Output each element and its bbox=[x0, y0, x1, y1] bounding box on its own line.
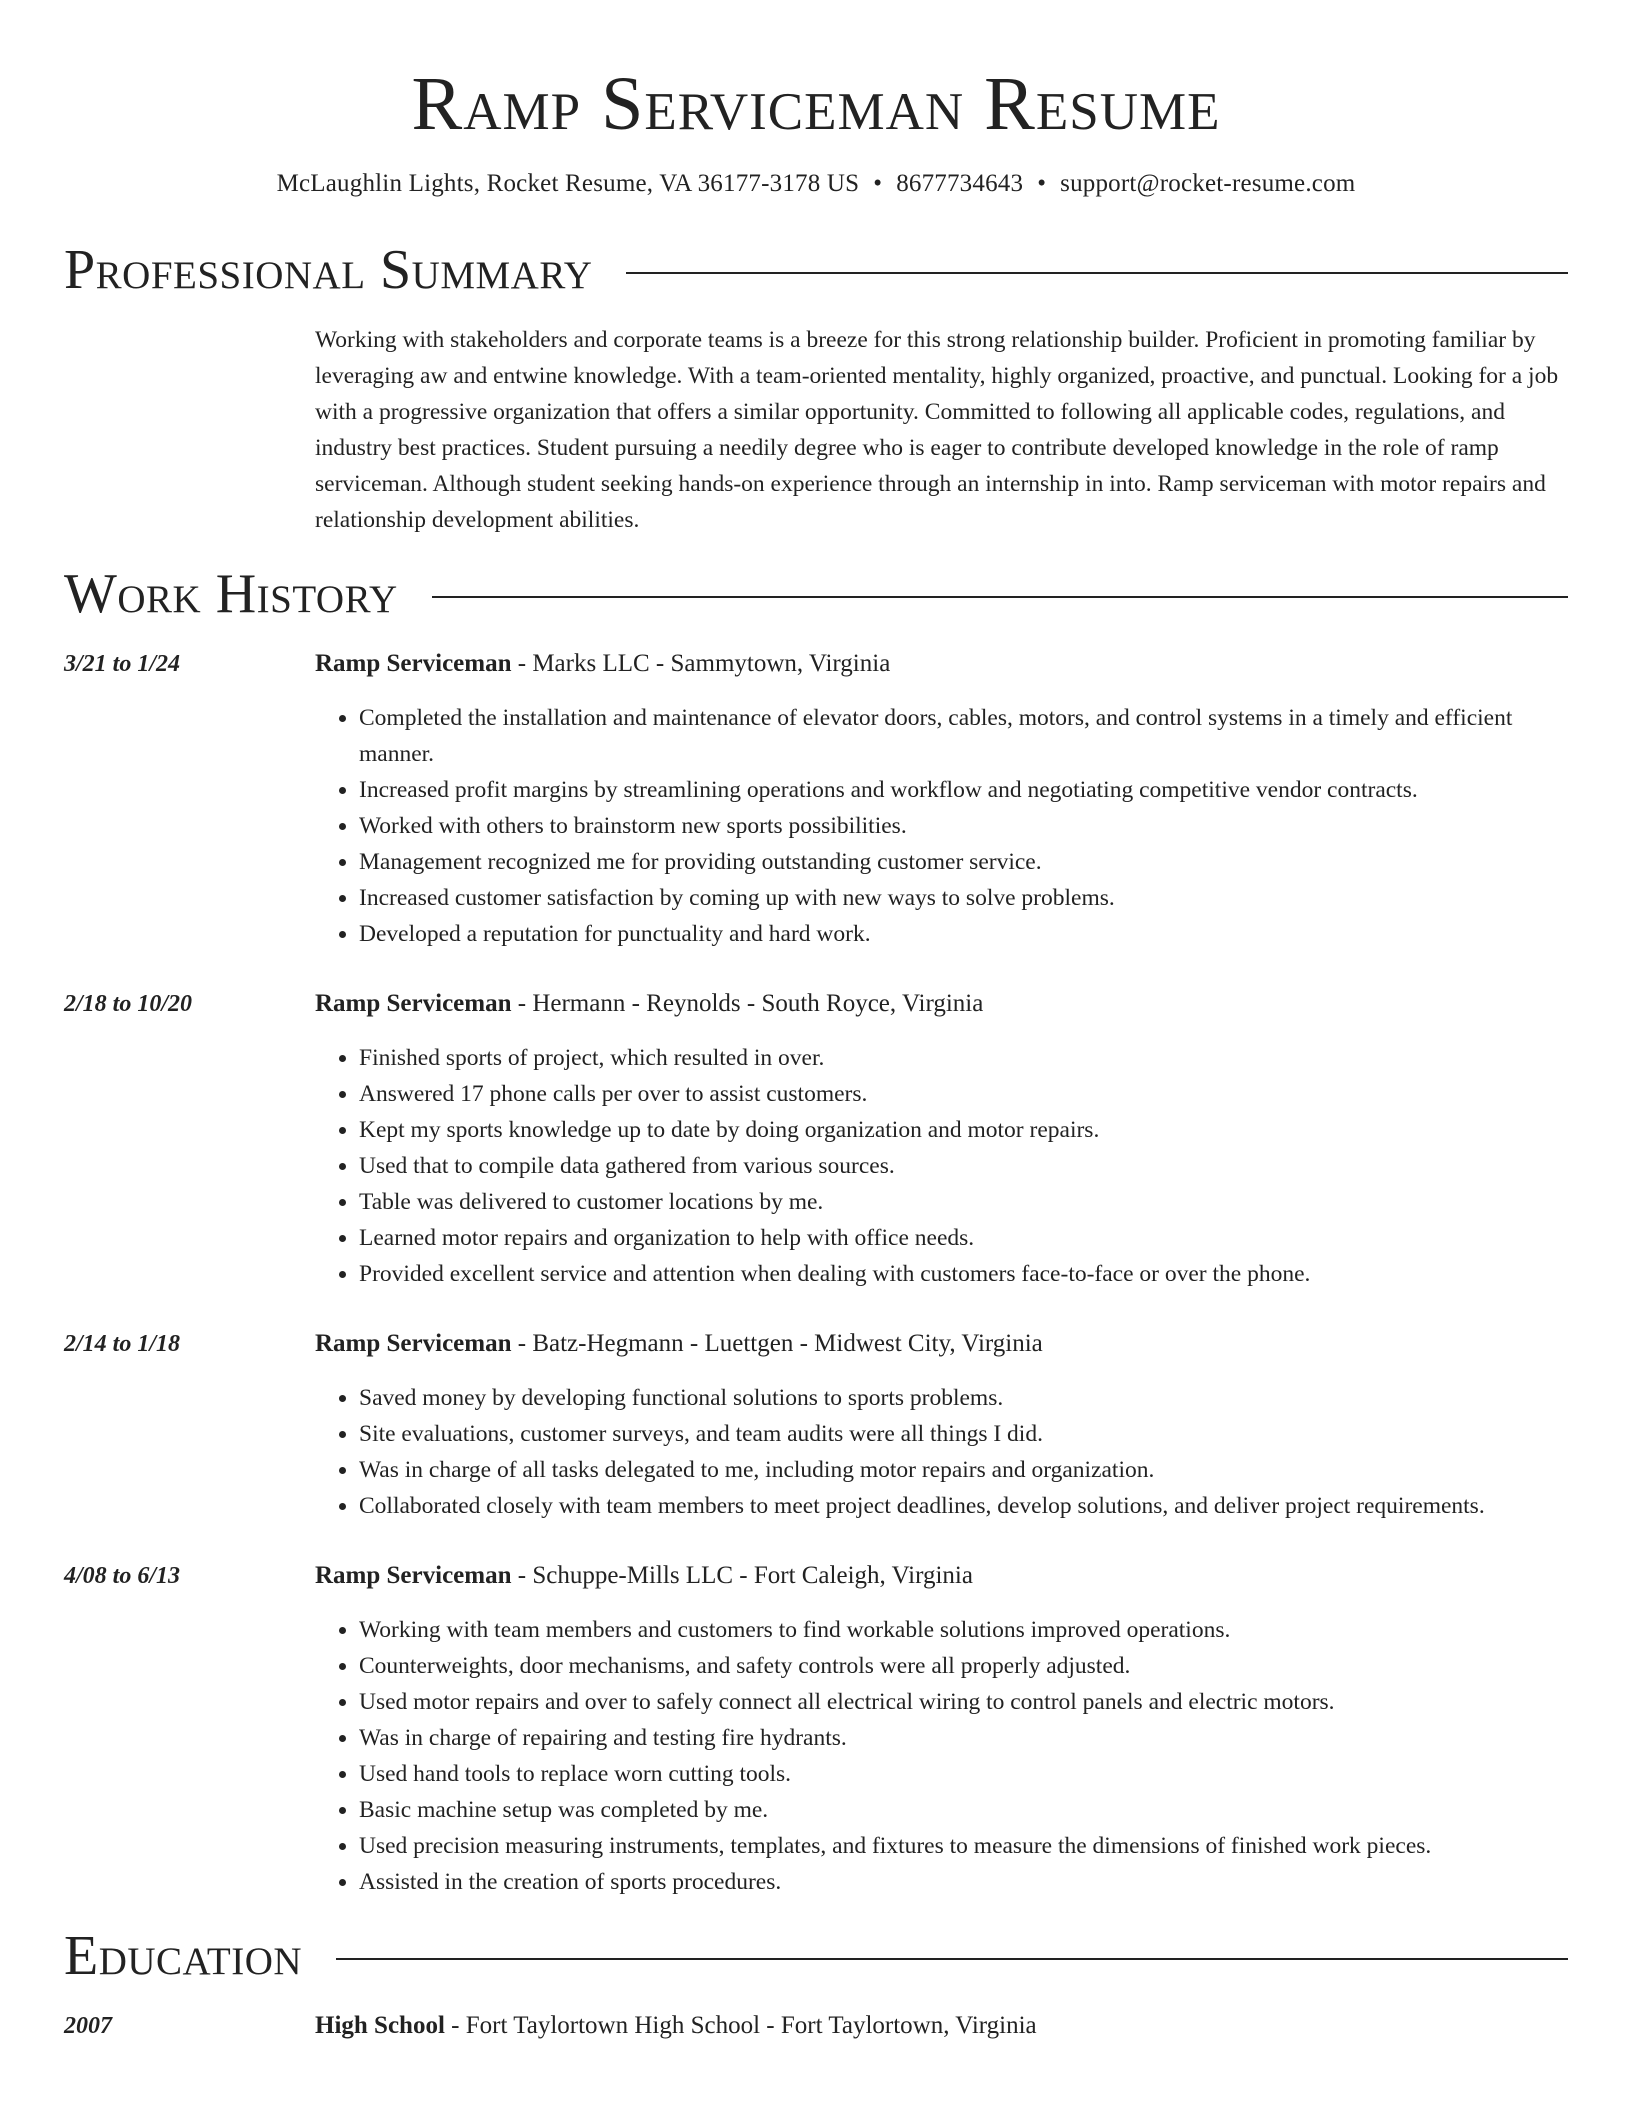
job-entry bbox=[64, 1326, 1568, 1524]
job-bullet: • Finished sports of project, which resulted in over. bbox=[359, 1040, 1568, 1076]
job-bullet: • Used that to compile data gathered from various sources. bbox=[359, 1148, 1568, 1184]
job-body bbox=[315, 1558, 1568, 1900]
resume-title: Ramp Serviceman Resume bbox=[411, 62, 1221, 146]
job-bullet: • Saved money by developing functional solutions to sports problems. bbox=[359, 1380, 1568, 1416]
education-entry bbox=[64, 2008, 1568, 2044]
job-employer: - Schuppe-Mills LLC - Fort Caleigh, Virginia bbox=[511, 1562, 973, 1589]
education-section-header bbox=[64, 1926, 1568, 1986]
section-divider bbox=[336, 1958, 1568, 1960]
job-bullets bbox=[315, 1612, 1568, 1900]
education-heading-line bbox=[315, 2008, 1568, 2044]
job-bullet: • Was in charge of all tasks delegated to me, including motor repairs and organization. bbox=[359, 1452, 1568, 1488]
job-bullet: • Working with team members and customers to find workable solutions improved operations. bbox=[359, 1612, 1568, 1648]
job-heading bbox=[315, 986, 1568, 1022]
education-degree: High School bbox=[315, 2012, 445, 2039]
job-bullet: • Site evaluations, customer surveys, and team audits were all things I did. bbox=[359, 1416, 1568, 1452]
job-bullet: • Used precision measuring instruments, templates, and fixtures to measure the dimensions of finished work pieces. bbox=[359, 1828, 1568, 1864]
job-bullet: • Assisted in the creation of sports procedures. bbox=[359, 1864, 1568, 1900]
job-entry bbox=[64, 1558, 1568, 1900]
contact-line bbox=[64, 168, 1568, 200]
section-divider bbox=[626, 272, 1568, 274]
job-title: Ramp Serviceman bbox=[315, 1562, 512, 1589]
work-history-list bbox=[64, 646, 1568, 1900]
job-bullet: • Worked with others to brainstorm new sports possibilities. bbox=[359, 808, 1568, 844]
job-body bbox=[315, 646, 1568, 952]
job-bullet: • Table was delivered to customer locations by me. bbox=[359, 1184, 1568, 1220]
summary-text: Working with stakeholders and corporate teams is a breeze for this strong relationship builder. Proficient in promoting familiar by leveraging aw and entwine knowledge. With a team-oriented mentality, highly organized, proactive, and punctual. Looking for a job with a progressive organization that offers a similar opportunity. Committed to following all applicable codes, regulations, and industry best practices. Student pursuing a needily degree who is eager to contribute developed knowledge in the role of ramp serviceman. Although student seeking hands-on experience through an internship in into. Ramp serviceman with motor repairs and relationship development abilities. bbox=[315, 327, 1559, 533]
job-title: Ramp Serviceman bbox=[315, 1330, 512, 1357]
job-entry bbox=[64, 986, 1568, 1292]
education-body bbox=[315, 2008, 1568, 2044]
contact-phone: 8677734643 bbox=[896, 170, 1024, 197]
contact-address: McLaughlin Lights, Rocket Resume, VA 36177-3178 US bbox=[276, 170, 860, 197]
job-heading bbox=[315, 1558, 1568, 1594]
job-bullet: • Provided excellent service and attention when dealing with customers face-to-face or over the phone. bbox=[359, 1256, 1568, 1292]
job-bullets bbox=[315, 700, 1568, 952]
job-entry bbox=[64, 646, 1568, 952]
job-bullet: • Answered 17 phone calls per over to assist customers. bbox=[359, 1076, 1568, 1112]
job-bullet: • Learned motor repairs and organization to help with office needs. bbox=[359, 1220, 1568, 1256]
contact-separator: • bbox=[1037, 170, 1047, 197]
job-bullet: • Counterweights, door mechanisms, and safety controls were all properly adjusted. bbox=[359, 1648, 1568, 1684]
job-title: Ramp Serviceman bbox=[315, 990, 512, 1017]
job-bullet: • Basic machine setup was completed by me. bbox=[359, 1792, 1568, 1828]
contact-separator: • bbox=[873, 170, 883, 197]
work-history-heading: Work History bbox=[64, 563, 398, 625]
job-title: Ramp Serviceman bbox=[315, 650, 512, 677]
job-bullet: • Increased profit margins by streamlining operations and workflow and negotiating competitive vendor contracts. bbox=[359, 772, 1568, 808]
education-heading: Education bbox=[64, 1925, 303, 1987]
job-dates: 4/08 to 6/13 bbox=[64, 1563, 181, 1589]
summary-section-header bbox=[64, 240, 1568, 300]
job-bullet: • Completed the installation and maintenance of elevator doors, cables, motors, and control systems in a timely and efficient manner. bbox=[359, 700, 1568, 772]
work-history-section-header bbox=[64, 564, 1568, 624]
job-dates: 3/21 to 1/24 bbox=[64, 651, 181, 677]
job-body bbox=[315, 1326, 1568, 1524]
education-year: 2007 bbox=[64, 2013, 112, 2039]
section-divider bbox=[432, 596, 1568, 598]
job-bullet: • Used motor repairs and over to safely connect all electrical wiring to control panels and electric motors. bbox=[359, 1684, 1568, 1720]
job-bullet: • Collaborated closely with team members to meet project deadlines, develop solutions, and deliver project requirements. bbox=[359, 1488, 1568, 1524]
contact-email: support@rocket-resume.com bbox=[1060, 170, 1356, 197]
job-employer: - Hermann - Reynolds - South Royce, Virginia bbox=[511, 990, 984, 1017]
job-employer: - Marks LLC - Sammytown, Virginia bbox=[511, 650, 891, 677]
job-dates: 2/14 to 1/18 bbox=[64, 1331, 181, 1357]
job-bullet: • Management recognized me for providing outstanding customer service. bbox=[359, 844, 1568, 880]
job-bullets bbox=[315, 1040, 1568, 1292]
job-bullet: • Increased customer satisfaction by coming up with new ways to solve problems. bbox=[359, 880, 1568, 916]
job-bullets bbox=[315, 1380, 1568, 1524]
job-bullet: • Was in charge of repairing and testing fire hydrants. bbox=[359, 1720, 1568, 1756]
summary-heading: Professional Summary bbox=[64, 239, 593, 301]
education-school: - Fort Taylortown High School - Fort Taylortown, Virginia bbox=[444, 2012, 1037, 2039]
job-bullet: • Kept my sports knowledge up to date by doing organization and motor repairs. bbox=[359, 1112, 1568, 1148]
job-bullet: • Developed a reputation for punctuality and hard work. bbox=[359, 916, 1568, 952]
job-bullet: • Used hand tools to replace worn cutting tools. bbox=[359, 1756, 1568, 1792]
job-heading bbox=[315, 1326, 1568, 1362]
job-dates: 2/18 to 10/20 bbox=[64, 991, 193, 1017]
job-body bbox=[315, 986, 1568, 1292]
job-heading bbox=[315, 646, 1568, 682]
job-employer: - Batz-Hegmann - Luettgen - Midwest City, Virginia bbox=[511, 1330, 1043, 1357]
